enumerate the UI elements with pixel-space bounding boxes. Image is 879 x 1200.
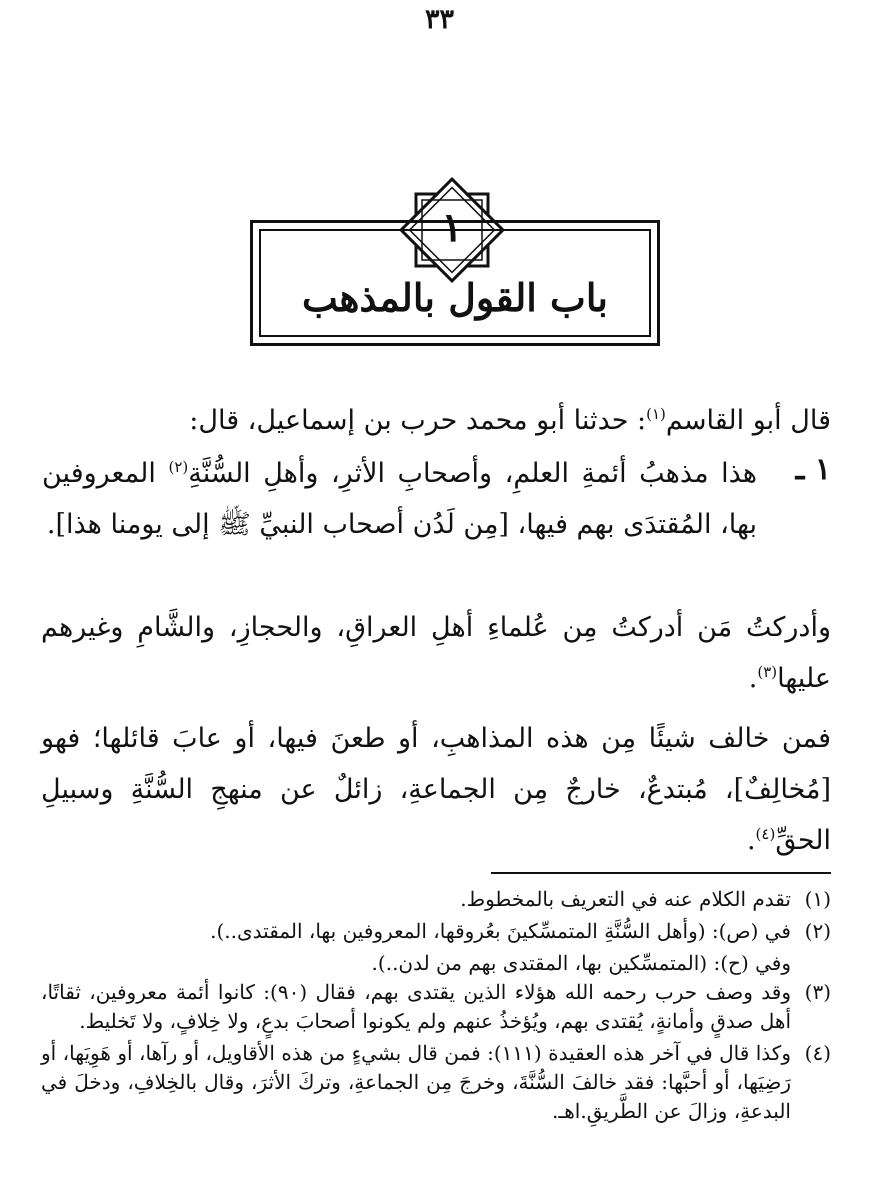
paragraph-3-text-b: . [746, 825, 756, 856]
footnote-ref-1[interactable]: (١) [646, 405, 666, 423]
footnote-2-number: (٢) [804, 919, 831, 943]
intro-text-start: قال أبو القاسم [665, 405, 831, 436]
paragraph-3 [41, 713, 831, 866]
footnote-1 [41, 885, 831, 914]
footnote-ref-2[interactable]: (٢) [168, 458, 189, 476]
paragraph-1 [42, 448, 757, 550]
footnote-4-text: وكذا قال في آخر هذه العقيدة (١١١): فمن قال بشيءٍ من هذه الأقاويل، أو رآها، أو هَوِيَها، أو رَضِيَها، أو أحبَّها: فقد خالفَ السُّنَّةَ، وخرجَ مِن الجماعةِ، وتركَ الأثرَ، وقال بالخِلافِ، ودخلَ في البدعةِ، وزالَ عن الطَّريقِ.اهـ. [41, 1041, 791, 1123]
paragraph-2-text-b: . [748, 663, 758, 694]
footnote-3-number: (٣) [804, 980, 831, 1004]
paragraph-1-text-b: المعروفين بها، المُقتدَى بهم فيها، [مِن لَدُن أصحاب النبيِّ ﷺ إلى يومنا هذا]. [42, 458, 757, 540]
item-number: ١ ـ [795, 452, 831, 487]
footnote-divider [491, 872, 831, 874]
paragraph-2-text-a: وأدركتُ مَن أدركتُ مِن عُلماءِ أهلِ العراقِ، والحجازِ، والشَّامِ وغيرهم عليها [41, 612, 831, 694]
footnote-3-text: وقد وصف حرب رحمه الله هؤلاء الذين يقتدى بهم، فقال (٩٠): كانوا أئمة معروفين، ثقاتًا، أهل صدقٍ وأمانةٍ، يُقتدى بهم، ويُؤخذُ عنهم ولم يكونوا أصحابَ بدعٍ، ولا خِلافٍ، ولا تَخليط. [41, 980, 791, 1033]
footnote-3 [41, 978, 831, 1036]
paragraph-2 [41, 602, 831, 704]
footnote-2-text: في (ص): (وأهل السُّنَّةِ المتمسِّكينَ بعُروقها، المعروفين بها، المقتدى..). [210, 919, 791, 943]
footnote-1-text: تقدم الكلام عنه في التعريف بالمخطوط. [460, 887, 791, 911]
footnote-2 [41, 917, 831, 946]
footnotes [41, 885, 831, 1129]
chapter-number: ١ [441, 204, 463, 251]
footnote-2-continuation: وفي (ح): (المتمسِّكين بها، المقتدى بهم من لدن..). [371, 951, 791, 975]
footnote-ref-3[interactable]: (٣) [757, 663, 778, 681]
chapter-title: باب القول بالمذهب [302, 275, 608, 320]
footnote-1-number: (١) [804, 887, 831, 911]
footnote-4-number: (٤) [804, 1041, 831, 1065]
paragraph-3-text-a: فمن خالف شيئًا مِن هذه المذاهبِ، أو طعنَ فيها، أو عابَ قائلها؛ فهو [مُخالِفٌ]، مُبتدعٌ، خارجٌ مِن الجماعةِ، زائلٌ عن منهجِ السُّنَّةِ وسبيلِ الحقِّ [41, 723, 831, 856]
page-number: ٣٣ [424, 4, 454, 35]
intro-text-end: : حدثنا أبو محمد حرب بن إسماعيل، قال: [189, 405, 647, 436]
footnote-4 [41, 1039, 831, 1126]
footnote-ref-4[interactable]: (٤) [755, 825, 776, 843]
intro-line [41, 395, 831, 446]
paragraph-1-text-a: هذا مذهبُ أئمةِ العلمِ، وأصحابِ الأثرِ، وأهلِ السُّنَّةِ [188, 458, 757, 489]
